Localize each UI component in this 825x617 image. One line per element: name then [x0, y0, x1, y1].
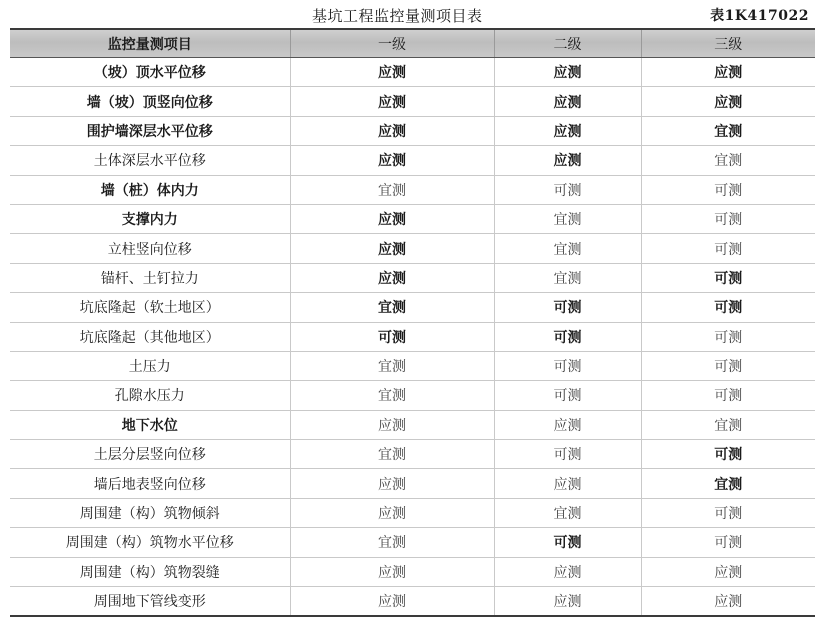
level-2-cell: 应测 [494, 469, 641, 498]
level-2-cell: 可测 [494, 322, 641, 351]
level-2-cell: 可测 [494, 381, 641, 410]
table-row [10, 293, 815, 322]
table-row [10, 234, 815, 263]
table-row [10, 381, 815, 410]
level-1-cell: 应测 [290, 87, 494, 116]
level-2-cell: 应测 [494, 410, 641, 439]
level-3-cell: 可测 [641, 234, 815, 263]
monitoring-item-cell: 孔隙水压力 [10, 381, 290, 410]
monitoring-item-cell: （坡）顶水平位移 [10, 58, 290, 87]
level-3-cell: 应测 [641, 87, 815, 116]
table-row [10, 175, 815, 204]
monitoring-item-cell: 墙（坡）顶竖向位移 [10, 87, 290, 116]
monitoring-item-cell: 土压力 [10, 351, 290, 380]
level-2-cell: 应测 [494, 557, 641, 586]
level-1-cell: 应测 [290, 146, 494, 175]
column-header-item: 监控量测项目 [10, 29, 290, 58]
monitoring-item-cell: 周围地下管线变形 [10, 587, 290, 617]
level-2-cell: 应测 [494, 87, 641, 116]
table-header-row [10, 29, 815, 58]
level-2-cell: 可测 [494, 440, 641, 469]
table-row [10, 204, 815, 233]
level-1-cell: 宜测 [290, 381, 494, 410]
level-3-cell: 可测 [641, 440, 815, 469]
level-3-cell: 可测 [641, 381, 815, 410]
table-row [10, 116, 815, 145]
level-1-cell: 应测 [290, 410, 494, 439]
level-1-cell: 可测 [290, 322, 494, 351]
level-1-cell: 应测 [290, 498, 494, 527]
level-3-cell: 可测 [641, 175, 815, 204]
monitoring-item-cell: 墙后地表竖向位移 [10, 469, 290, 498]
level-1-cell: 宜测 [290, 293, 494, 322]
level-1-cell: 应测 [290, 58, 494, 87]
monitoring-item-cell: 立柱竖向位移 [10, 234, 290, 263]
level-1-cell: 宜测 [290, 351, 494, 380]
level-2-cell: 可测 [494, 528, 641, 557]
level-2-cell: 宜测 [494, 498, 641, 527]
level-3-cell: 可测 [641, 293, 815, 322]
monitoring-item-cell: 坑底隆起（软土地区） [10, 293, 290, 322]
column-header-level-3: 三级 [641, 29, 815, 58]
table-row [10, 528, 815, 557]
level-3-cell: 可测 [641, 204, 815, 233]
table-row [10, 263, 815, 292]
table-number: 表1K417022 [710, 8, 809, 24]
level-3-cell: 应测 [641, 58, 815, 87]
level-2-cell: 宜测 [494, 204, 641, 233]
level-2-cell: 应测 [494, 587, 641, 617]
table-row [10, 440, 815, 469]
monitoring-item-cell: 周围建（构）筑物倾斜 [10, 498, 290, 527]
level-2-cell: 可测 [494, 293, 641, 322]
level-3-cell: 可测 [641, 322, 815, 351]
level-3-cell: 宜测 [641, 410, 815, 439]
table-title: 基坑工程监控量测项目表 [312, 7, 483, 25]
level-3-cell: 应测 [641, 557, 815, 586]
monitoring-item-cell: 支撑内力 [10, 204, 290, 233]
level-1-cell: 应测 [290, 557, 494, 586]
level-2-cell: 宜测 [494, 234, 641, 263]
table-row [10, 351, 815, 380]
monitoring-item-cell: 土体深层水平位移 [10, 146, 290, 175]
table-row [10, 146, 815, 175]
table-body [10, 58, 815, 617]
level-3-cell: 可测 [641, 528, 815, 557]
level-1-cell: 应测 [290, 469, 494, 498]
level-1-cell: 应测 [290, 116, 494, 145]
level-3-cell: 可测 [641, 263, 815, 292]
monitoring-item-cell: 墙（桩）体内力 [10, 175, 290, 204]
level-1-cell: 应测 [290, 234, 494, 263]
table-row [10, 557, 815, 586]
level-2-cell: 应测 [494, 116, 641, 145]
monitoring-item-cell: 坑底隆起（其他地区） [10, 322, 290, 351]
level-2-cell: 应测 [494, 146, 641, 175]
level-3-cell: 应测 [641, 587, 815, 617]
table-row [10, 58, 815, 87]
level-2-cell: 应测 [494, 58, 641, 87]
level-2-cell: 可测 [494, 351, 641, 380]
title-row [0, 0, 825, 28]
table-row [10, 469, 815, 498]
monitoring-item-cell: 周围建（构）筑物裂缝 [10, 557, 290, 586]
level-1-cell: 应测 [290, 263, 494, 292]
level-2-cell: 宜测 [494, 263, 641, 292]
table-row [10, 410, 815, 439]
column-header-level-1: 一级 [290, 29, 494, 58]
level-1-cell: 宜测 [290, 175, 494, 204]
level-1-cell: 应测 [290, 587, 494, 617]
monitoring-item-cell: 围护墙深层水平位移 [10, 116, 290, 145]
table-row [10, 587, 815, 617]
monitoring-item-cell: 锚杆、土钉拉力 [10, 263, 290, 292]
level-3-cell: 宜测 [641, 469, 815, 498]
table-row [10, 322, 815, 351]
level-2-cell: 可测 [494, 175, 641, 204]
level-3-cell: 可测 [641, 351, 815, 380]
table-row [10, 87, 815, 116]
monitoring-item-cell: 地下水位 [10, 410, 290, 439]
table-row [10, 498, 815, 527]
level-3-cell: 宜测 [641, 146, 815, 175]
level-1-cell: 宜测 [290, 528, 494, 557]
monitoring-items-table [10, 28, 815, 617]
monitoring-item-cell: 周围建（构）筑物水平位移 [10, 528, 290, 557]
level-3-cell: 宜测 [641, 116, 815, 145]
monitoring-item-cell: 土层分层竖向位移 [10, 440, 290, 469]
level-3-cell: 可测 [641, 498, 815, 527]
level-1-cell: 宜测 [290, 440, 494, 469]
level-1-cell: 应测 [290, 204, 494, 233]
column-header-level-2: 二级 [494, 29, 641, 58]
